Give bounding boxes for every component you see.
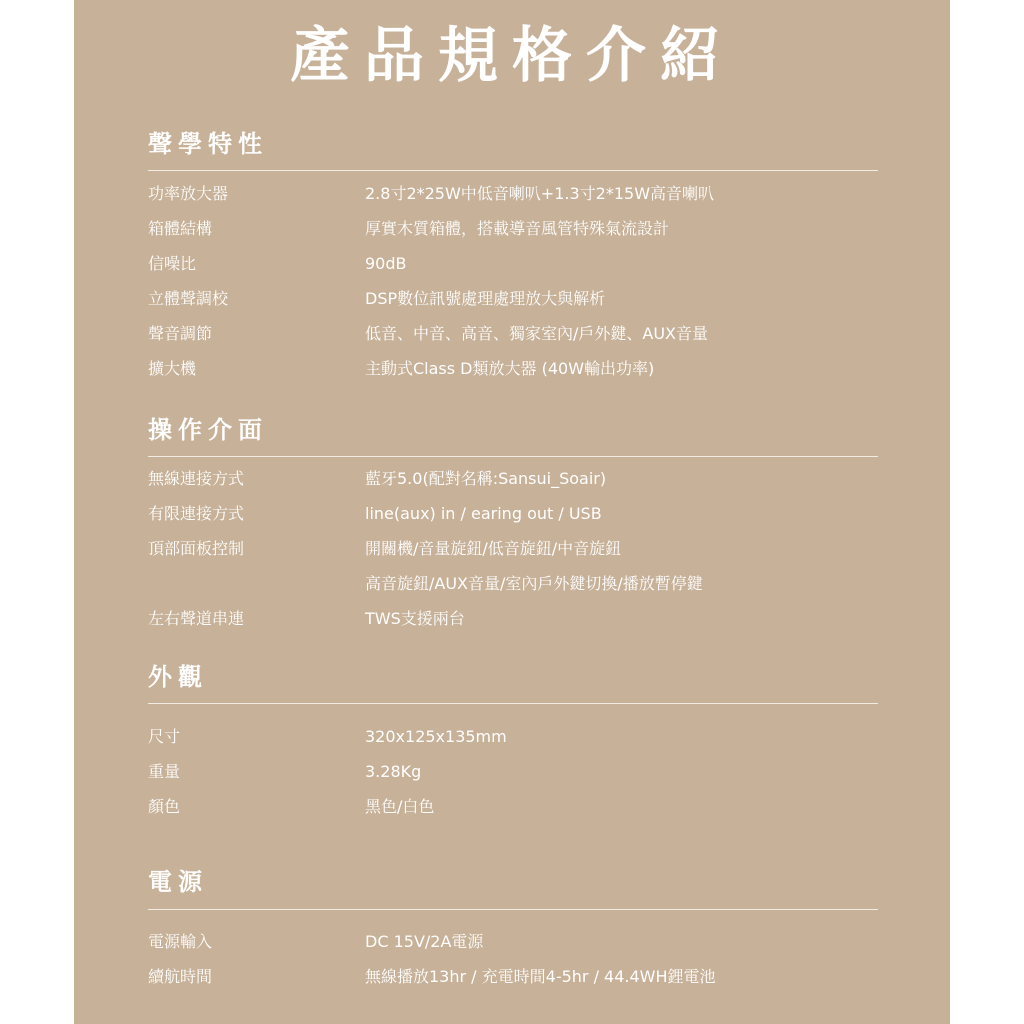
- spec-row: [148, 319, 878, 349]
- spec-value: TWS支援兩台: [365, 609, 465, 628]
- section-heading-power: 電源: [148, 868, 208, 896]
- spec-label: 箱體結構: [148, 219, 213, 238]
- spec-value: 90dB: [365, 254, 407, 273]
- spec-label: 續航時間: [148, 967, 213, 986]
- spec-row: [148, 179, 878, 209]
- spec-label: 有限連接方式: [148, 504, 245, 523]
- spec-value: DC 15V/2A電源: [365, 932, 484, 951]
- spec-label: 無線連接方式: [148, 469, 245, 488]
- section-divider: [148, 703, 878, 704]
- page-title: 產品規格介紹: [290, 21, 734, 91]
- section-heading-appearance: 外觀: [148, 663, 208, 691]
- spec-row: [148, 962, 878, 992]
- section-heading-interface: 操作介面: [148, 416, 268, 444]
- spec-label: 左右聲道串連: [148, 609, 245, 628]
- spec-value: line(aux) in / earing out / USB: [365, 504, 602, 523]
- spec-row: [148, 499, 878, 529]
- spec-row: [148, 249, 878, 279]
- section-divider: [148, 456, 878, 457]
- spec-row: [148, 569, 878, 599]
- spec-label: 信噪比: [148, 254, 197, 273]
- spec-label: 立體聲調校: [148, 289, 229, 308]
- spec-label: 顏色: [148, 797, 181, 816]
- spec-row: [148, 722, 878, 752]
- spec-value: 3.28Kg: [365, 762, 422, 781]
- spec-label: 擴大機: [148, 359, 197, 378]
- spec-row: [148, 792, 878, 822]
- spec-label: 功率放大器: [148, 184, 229, 203]
- section-divider: [148, 909, 878, 910]
- spec-row: [148, 604, 878, 634]
- spec-label: 聲音調節: [148, 324, 213, 343]
- spec-row: [148, 534, 878, 564]
- spec-row: [148, 927, 878, 957]
- section-heading-acoustics: 聲學特性: [148, 130, 268, 158]
- spec-value: 低音、中音、高音、獨家室內/戶外鍵、AUX音量: [365, 324, 709, 343]
- spec-row: [148, 214, 878, 244]
- spec-value: 開關機/音量旋鈕/低音旋鈕/中音旋鈕: [365, 539, 622, 558]
- spec-row: [148, 284, 878, 314]
- spec-label: 電源輸入: [148, 932, 213, 951]
- spec-value: 無線播放13hr / 充電時間4-5hr / 44.4WH鋰電池: [365, 967, 716, 986]
- spec-value: 主動式Class D類放大器 (40W輸出功率): [365, 359, 655, 378]
- spec-label: 尺寸: [148, 727, 181, 746]
- spec-value: 厚實木質箱體，搭載導音風管特殊氣流設計: [365, 219, 670, 238]
- spec-value: 2.8寸2*25W中低音喇叭+1.3寸2*15W高音喇叭: [365, 184, 715, 203]
- spec-value: 黑色/白色: [365, 797, 435, 816]
- spec-label: 頂部面板控制: [148, 539, 245, 558]
- spec-label: 重量: [148, 762, 181, 781]
- spec-value: DSP數位訊號處理處理放大與解析: [365, 289, 606, 308]
- spec-value: 320x125x135mm: [365, 727, 507, 746]
- section-divider: [148, 170, 878, 171]
- spec-value: 藍牙5.0(配對名稱:Sansui_Soair): [365, 469, 607, 488]
- spec-row: [148, 354, 878, 384]
- spec-value: 高音旋鈕/AUX音量/室內戶外鍵切換/播放暫停鍵: [365, 574, 703, 593]
- spec-row: [148, 464, 878, 494]
- spec-row: [148, 757, 878, 787]
- spec-panel: [74, 0, 950, 1024]
